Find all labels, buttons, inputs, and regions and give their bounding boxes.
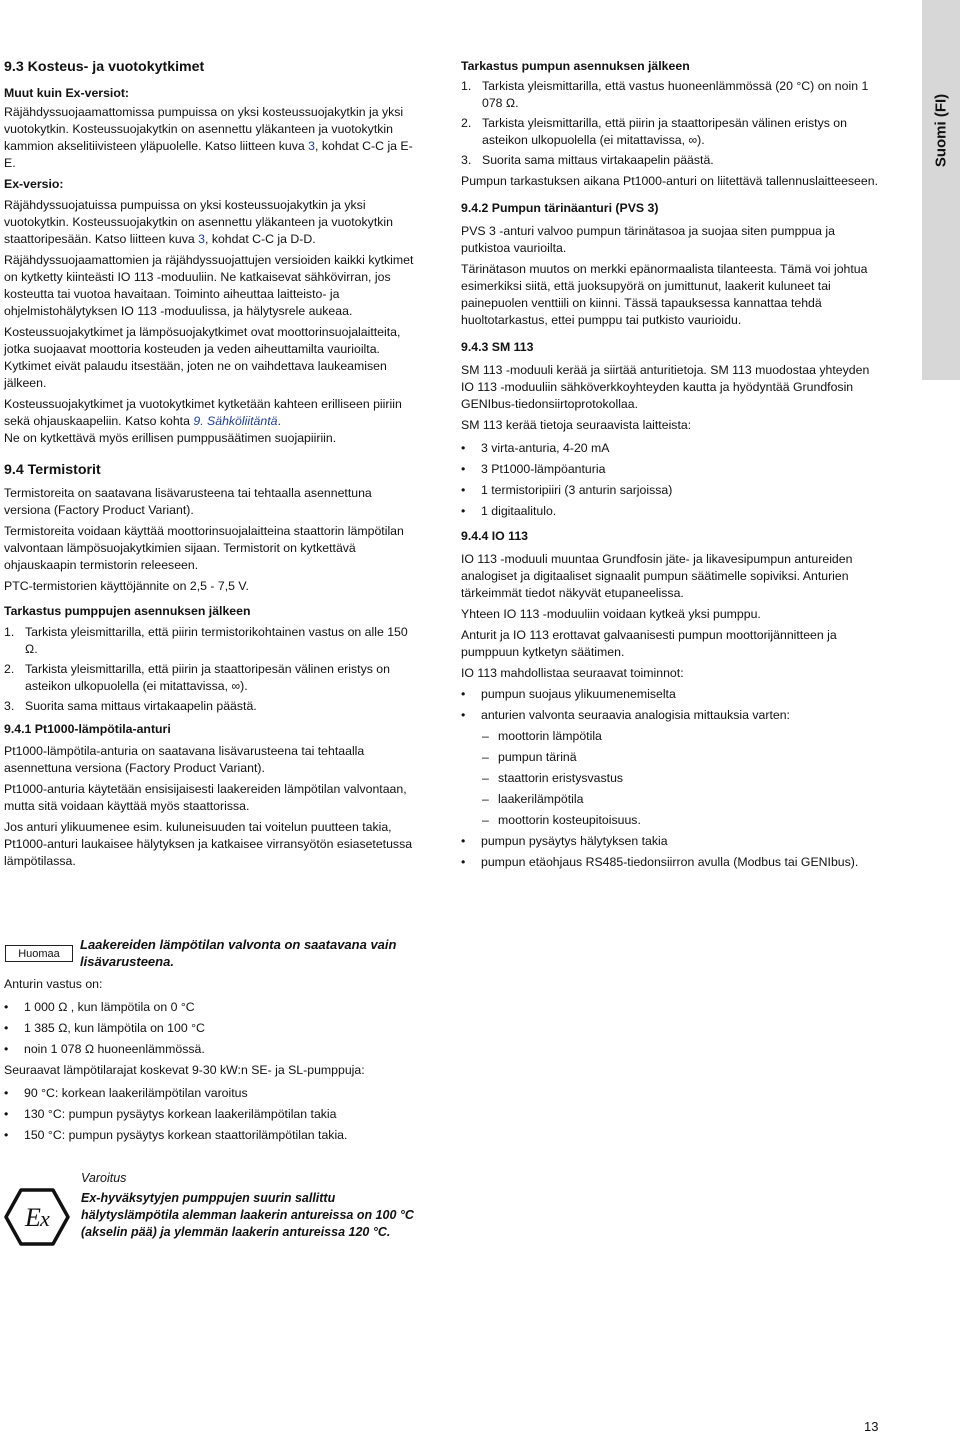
list-item: 1. Tarkista yleismittarilla, että vastus huoneenlämmössä (20 °C) on noin 1 078 Ω. <box>461 79 869 110</box>
sm-paragraph-2: SM 113 kerää tietoja seuraavista laitteista: <box>461 418 692 432</box>
limits-list <box>4 1085 420 1144</box>
check-heading-left: Tarkastus pumppujen asennuksen jälkeen <box>4 604 251 618</box>
note-label-box: Huomaa <box>5 945 73 962</box>
list-item: • 90 °C: korkean laakerilämpötilan varoitus <box>4 1085 420 1102</box>
non-ex-title: Muut kuin Ex-versiot: <box>4 86 130 100</box>
heading-9-4: 9.4 Termistorit <box>4 462 101 478</box>
list-item: • 1 000 Ω , kun lämpötila on 0 °C <box>4 999 420 1016</box>
heading-9-4-1: 9.4.1 Pt1000-lämpötila-anturi <box>4 722 171 736</box>
list-item: • anturien valvonta seuraavia analogisia mittauksia varten: <box>461 707 881 724</box>
list-item: • 1 digitaalitulo. <box>461 503 881 520</box>
list-item: • 1 termistoripiiri (3 anturin sarjoissa) <box>461 482 881 499</box>
non-ex-text-a: Räjähdyssuojaamattomissa pumpuissa on yksi kosteussuojakytkin ja yksi vuotokytkin. Kosteussuojakytkin on asennettu yläkanteen ja vuotokytkin kammion akselitiivisteen yläpuolelle. Katso liitteen kuva <box>4 105 404 153</box>
list-item: • 1 385 Ω, kun lämpötila on 100 °C <box>4 1020 420 1037</box>
circuits-text-b: . <box>277 414 281 428</box>
pt1000-paragraph-1: Pt1000-lämpötila-anturia on saatavana lisävarusteena tai tehtaalla asennettuna versiona (Factory Product Variant). <box>4 744 365 775</box>
limits-title: Seuraavat lämpötilarajat koskevat 9-30 kW:n SE- ja SL-pumppuja: <box>4 1063 365 1077</box>
figure-ref-link[interactable]: 3 <box>308 139 315 153</box>
ex-paragraph <box>4 197 420 248</box>
list-item: – moottorin lämpötila <box>461 728 881 745</box>
pvs-paragraph-1: PVS 3 -anturi valvoo pumpun tärinätasoa ja suojaa siten pumppua ja putkistoa vaurioilta. <box>461 224 835 255</box>
check-list-right <box>461 78 881 169</box>
circuits-paragraph <box>4 396 420 430</box>
section-ref-link[interactable]: 9. Sähköliitäntä <box>193 414 278 428</box>
thermistor-paragraph-3: PTC-termistorien käyttöjännite on 2,5 - 7,5 V. <box>4 579 249 593</box>
note-text: Laakereiden lämpötilan valvonta on saatavana vain lisävarusteena. <box>80 937 397 969</box>
io-measurement-list <box>461 728 881 829</box>
list-item: 3. Suorita sama mittaus virtakaapelin päästä. <box>4 699 257 713</box>
io-paragraph-2: Yhteen IO 113 -moduuliin voidaan kytkeä yksi pumppu. <box>461 607 761 621</box>
list-item: 2. Tarkista yleismittarilla, että piirin ja staattoripesän välinen eristys on asteikon ulkopuolella (ei mitattavissa, ∞). <box>4 662 390 693</box>
io-paragraph-4: IO 113 mahdollistaa seuraavat toiminnot: <box>461 666 684 680</box>
io-function-list <box>461 686 881 724</box>
resistance-list <box>4 999 420 1058</box>
heading-9-4-3: 9.4.3 SM 113 <box>461 340 534 354</box>
list-item: – pumpun tärinä <box>461 749 881 766</box>
protection-paragraph: Kosteussuojakytkimet ja lämpösuojakytkimet ovat moottorinsuojalaitteita, jotka suojaavat moottoria kosteuden ja veden aiheuttamilta vaurioilta. Kytkimet eivät palaudu itsestään, joten ne on vaihdettava laukeamisen jälkeen. <box>4 325 401 390</box>
warning-text: Ex-hyväksytyjen pumppujen suurin sallittu hälytyslämpötila alemman laakerin antureissa on 100 °C (akselin pää) ja ylemmän laakerin antureissa 120 °C. <box>81 1191 414 1239</box>
resistance-title: Anturin vastus on: <box>4 977 103 991</box>
sm-device-list <box>461 440 881 520</box>
list-item: • 3 Pt1000-lämpöanturia <box>461 461 881 478</box>
ex-text-b: , kohdat C-C ja D-D. <box>204 232 316 246</box>
non-ex-paragraph <box>4 104 420 172</box>
svg-text:E: E <box>25 1203 41 1232</box>
non-ex-text-b: , kohdat C-C ja E-E. <box>4 139 413 170</box>
io-paragraph-1: IO 113 -moduuli muuntaa Grundfosin jäte- ja likavesipumpun antureiden analogiset ja digitaaliset signaalit pumpun säätimelle sopiviksi. Anturien tärkeimmät tiedot näkyvät etupaneelissa. <box>461 552 853 600</box>
pt1000-paragraph-2: Pt1000-anturia käytetään ensisijaisesti laakereiden lämpötilan valvontaan, mutta sitä voidaan käyttää myös staattorissa. <box>4 782 407 813</box>
sensor-values-section <box>4 976 420 1148</box>
check-heading-right: Tarkastus pumpun asennuksen jälkeen <box>461 59 690 73</box>
sm-paragraph-1: SM 113 -moduuli kerää ja siirtää anturitietoja. SM 113 muodostaa yhteyden IO 113 -moduuliin sähköverkkoyhteyden kautta ja hyödyntää Grundfosin GENIbus-tiedonsiirtoprotokollaa. <box>461 363 870 411</box>
list-item: • 3 virta-anturia, 4-20 mA <box>461 440 881 457</box>
right-column <box>461 58 881 875</box>
check-after-paragraph: Pumpun tarkastuksen aikana Pt1000-anturi on liitettävä tallennuslaitteeseen. <box>461 174 878 188</box>
list-item: • 150 °C: pumpun pysäytys korkean staattorilämpötilan takia. <box>4 1127 420 1144</box>
svg-text:x: x <box>40 1206 50 1231</box>
list-item: • noin 1 078 Ω huoneenlämmössä. <box>4 1041 420 1058</box>
list-item: 3. Suorita sama mittaus virtakaapelin päästä. <box>461 153 714 167</box>
list-item: – staattorin eristysvastus <box>461 770 881 787</box>
io-function-list-continued <box>461 833 881 871</box>
list-item: • 130 °C: pumpun pysäytys korkean laakerilämpötilan takia <box>4 1106 420 1123</box>
figure-ref-link[interactable]: 3 <box>198 232 205 246</box>
pvs-paragraph-2: Tärinätason muutos on merkki epänormaalista tilanteesta. Tämä voi johtua esimerkiksi siitä, että juoksupyörä on jumittunut, laakerit kuluneet tai painepuolen venttiili on kiinni. Tässä tapauksessa kannattaa tehdä huoltotarkastus, ettei pumppu tai putkisto vaurioidu. <box>461 262 868 327</box>
list-item: – moottorin kosteupitoisuus. <box>461 812 881 829</box>
ex-warning-icon <box>4 1188 70 1246</box>
list-item: 1. Tarkista yleismittarilla, että piirin termistorikohtainen vastus on alle 150 Ω. <box>4 625 408 656</box>
ex-title: Ex-versio: <box>4 177 64 191</box>
left-column <box>4 58 420 874</box>
list-item: – laakerilämpötila <box>461 791 881 808</box>
controller-paragraph: Ne on kytkettävä myös erillisen pumppusäätimen suojapiiriin. <box>4 431 337 445</box>
thermistor-paragraph-1: Termistoreita on saatavana lisävarusteena tai tehtaalla asennettuna versiona (Factory Product Variant). <box>4 486 372 517</box>
list-item: • pumpun etäohjaus RS485-tiedonsiirron avulla (Modbus tai GENIbus). <box>461 854 881 871</box>
circuits-text-a: Kosteussuojakytkimet ja vuotokytkimet kytketään kahteen erilliseen piiriin sekä ohjauskaapeliin. Katso kohta <box>4 397 402 428</box>
list-item: • pumpun suojaus ylikuumenemiselta <box>461 686 881 703</box>
list-item: • pumpun pysäytys hälytyksen takia <box>461 833 881 850</box>
warning-block <box>81 1170 421 1241</box>
page-number: 13 <box>864 1419 879 1434</box>
heading-9-4-2: 9.4.2 Pumpun tärinäanturi (PVS 3) <box>461 201 659 215</box>
list-item: 2. Tarkista yleismittarilla, että piirin ja staattoripesän välinen eristys on asteikon ulkopuolella (ei mitattavissa, ∞). <box>461 116 847 147</box>
language-side-tab <box>922 0 960 380</box>
language-tab-label: Suomi (FI) <box>932 93 950 168</box>
warning-title: Varoitus <box>81 1171 127 1185</box>
switches-paragraph: Räjähdyssuojaamattomien ja räjähdyssuojattujen versioiden kaikki kytkimet on kytketty kiinteästi IO 113 -moduuliin. Ne katkaisevat sähkövirran, jos kosteutta tai vuotoa havaitaan. Toiminto aiheuttaa laitteisto- ja ohjelmistohälytyksen IO 113 -moduulissa, ja hälytysrele aukeaa. <box>4 253 414 318</box>
ex-text-a: Räjähdyssuojatuissa pumpuissa on yksi kosteussuojakytkin ja yksi vuotokytkin. Kosteussuojakytkin on asennettu yläkanteen ja vuotokytkin staattoripesään. Katso liitteen kuva <box>4 198 393 246</box>
thermistor-paragraph-2: Termistoreita voidaan käyttää moottorinsuojalaitteina staattorin lämpötilan valvontaan lämpösuojakytkimien sijaan. Termistorit on kytkettävä ohjauskaapin termistorin releeseen. <box>4 524 404 572</box>
io-paragraph-3: Anturit ja IO 113 erottavat galvaanisesti pumpun moottorijännitteen ja pumppuun kytketyn säätimen. <box>461 628 837 659</box>
heading-9-4-4: 9.4.4 IO 113 <box>461 529 529 543</box>
pt1000-paragraph-3: Jos anturi ylikuumenee esim. kuluneisuuden tai voitelun puutteen takia, Pt1000-anturi laukaisee hälytyksen ja katkaisee virransyötön esiasetetussa lämpötilassa. <box>4 820 413 868</box>
heading-9-3: 9.3 Kosteus- ja vuotokytkimet <box>4 59 205 75</box>
check-list-left <box>4 624 420 715</box>
